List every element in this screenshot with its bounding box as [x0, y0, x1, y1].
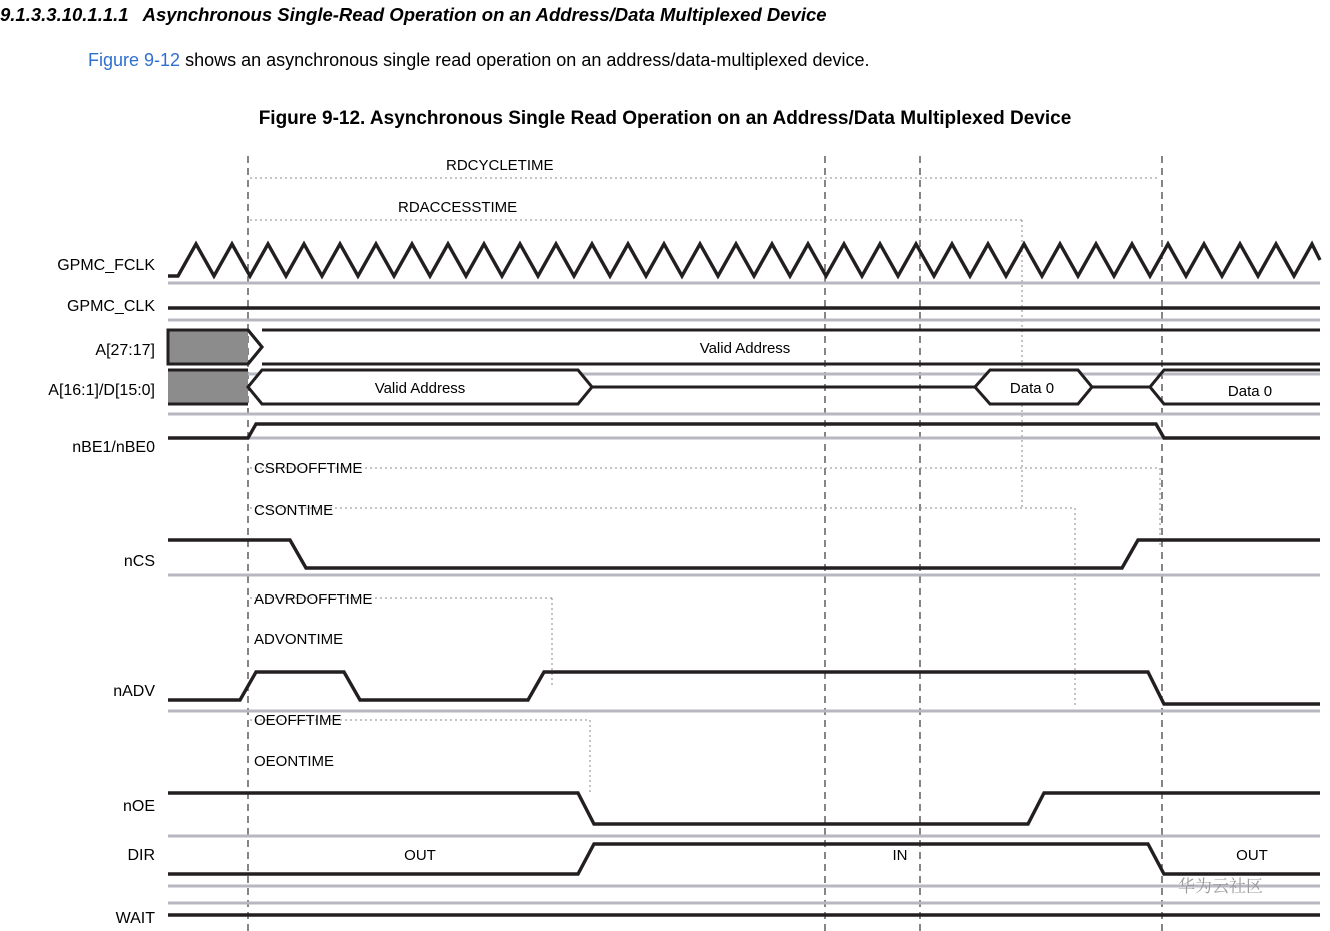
signal-label-ncs: nCS [123, 553, 155, 570]
bus-value-valid-address-mux: Valid Address [374, 380, 466, 397]
shaded-region-mux [168, 370, 248, 404]
dir-value-out-last: OUT [1236, 847, 1268, 864]
signal-label-gpmc-fclk: GPMC_FCLK [57, 257, 155, 274]
guide-lines [248, 156, 1162, 931]
figure-link[interactable]: Figure 9-12 [88, 50, 181, 70]
section-heading [0, 4, 1320, 26]
shaded-region-a27-17 [168, 330, 248, 364]
signal-label-nbe: nBE1/nBE0 [72, 439, 155, 456]
waveform-nbe [168, 424, 1320, 438]
waveform-a16-1-d15-0 [168, 370, 1320, 414]
waveform-wait [168, 903, 1320, 915]
signal-label-nadv: nADV [113, 683, 155, 700]
bus-value-data0-mux: Data 0 [1009, 380, 1055, 397]
bus-value-data0-tail: Data 0 [1227, 383, 1273, 400]
signal-label-dir: DIR [127, 847, 155, 864]
param-label-rdaccesstime: RDACCESSTIME [398, 199, 518, 216]
dir-value-out-first: OUT [404, 847, 436, 864]
figure-title: Figure 9-12. Asynchronous Single Read Operation on an Address/Data Multiplexed Device [258, 108, 1072, 129]
watermark: 华为云社区 [1178, 877, 1263, 896]
signal-label-wait: WAIT [115, 910, 155, 927]
param-label-advrdofftime: ADVRDOFFTIME [254, 591, 373, 608]
param-label-csontime: CSONTIME [254, 502, 334, 519]
signal-label-a27-17: A[27:17] [95, 342, 155, 359]
signal-label-gpmc-clk: GPMC_CLK [66, 298, 155, 315]
waveform-gpmc-clk [168, 308, 1320, 320]
dir-value-in: IN [892, 847, 908, 864]
waveform-dir [168, 844, 1320, 886]
param-label-oeofftime: OEOFFTIME [254, 712, 342, 729]
signal-label-noe: nOE [122, 798, 155, 815]
waveform-noe [168, 793, 1320, 836]
waveform-nadv [168, 672, 1320, 711]
param-label-rdcycletime: RDCYCLETIME [446, 157, 554, 174]
intro-paragraph [88, 50, 870, 71]
param-label-csrdofftime: CSRDOFFTIME [254, 460, 363, 477]
section-number: 9.1.3.3.10.1.1.1 [0, 4, 129, 25]
waveform-ncs [168, 540, 1320, 575]
intro-text: shows an asynchronous single read operation on an address/data-multiplexed device. [180, 50, 870, 70]
waveform-a27-17 [168, 330, 1320, 374]
param-label-advontime: ADVONTIME [254, 631, 344, 648]
timing-diagram [0, 148, 1330, 931]
section-title: Asynchronous Single-Read Operation on an Address/Data Multiplexed Device [142, 4, 827, 25]
waveform-gpmc-fclk [168, 244, 1320, 283]
signal-label-a16-1-d15-0: A[16:1]/D[15:0] [48, 382, 155, 399]
bus-value-valid-address-upper: Valid Address [699, 340, 791, 357]
param-label-oeontime: OEONTIME [254, 753, 335, 770]
